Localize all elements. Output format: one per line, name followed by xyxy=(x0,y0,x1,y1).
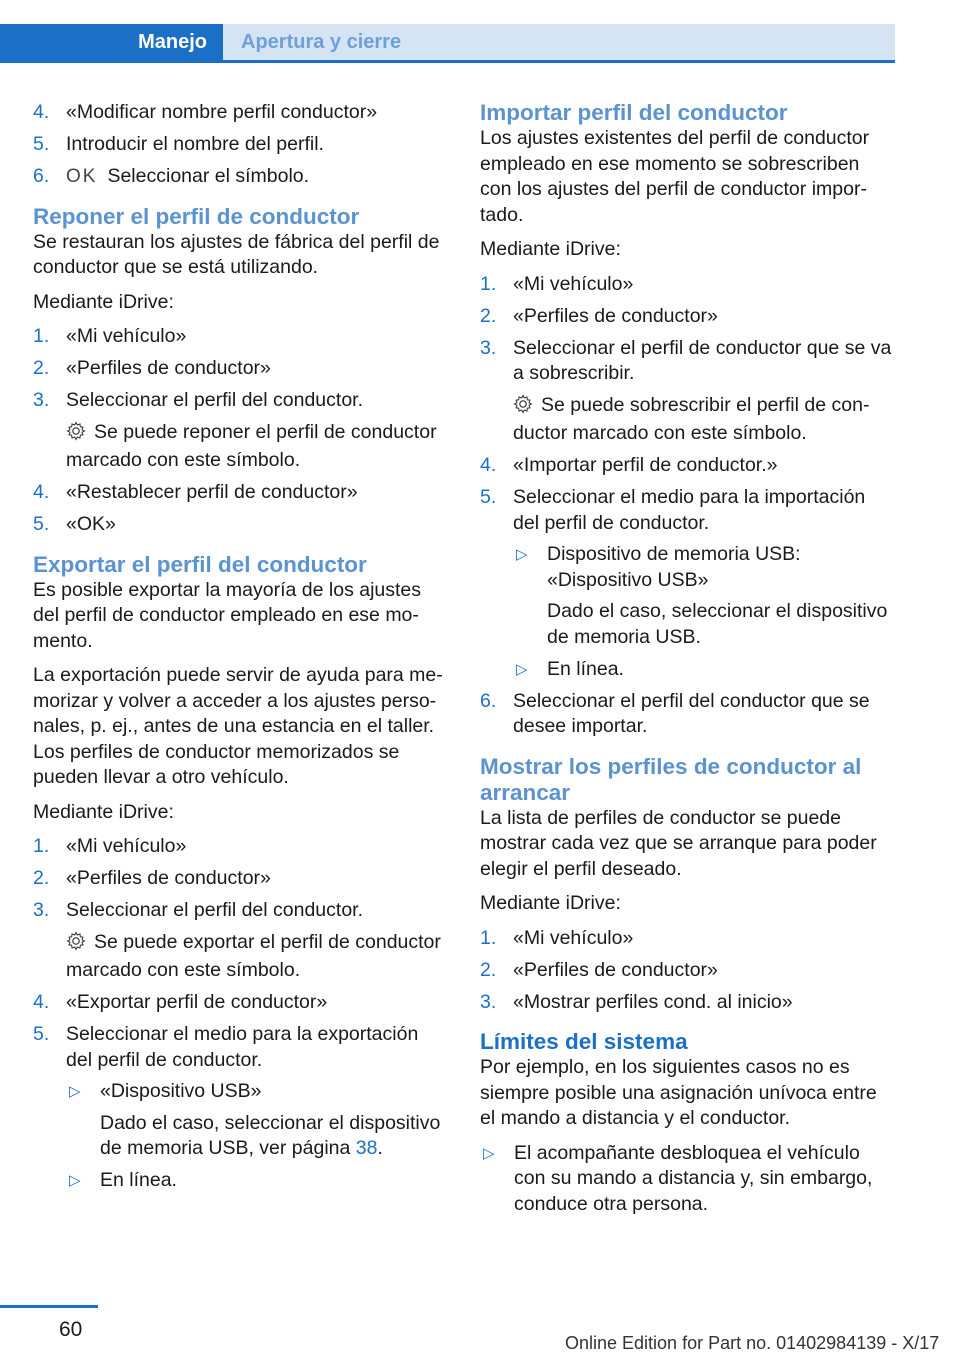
list-item: 6. OK Seleccionar el símbolo. xyxy=(33,164,449,190)
section-title: Límites del sistema xyxy=(480,1029,688,1054)
section-text: Mediante iDrive: xyxy=(480,238,621,260)
bullet-note: Dado el caso, seleccionar el dispositivo de memoria USB, ver página 38. xyxy=(100,1111,441,1159)
list-item: 6. Seleccionar el perfil del conductor que se desee importar. xyxy=(480,689,870,737)
list-item: 4. «Restablecer perfil de conductor» xyxy=(33,481,358,503)
section-text: Mediante iDrive: xyxy=(33,290,174,313)
step-note: Se puede reponer el perfil de conductor marcado con este símbolo. xyxy=(66,420,437,471)
edition-note: Online Edition for Part no. 01402984139 - X/17 xyxy=(565,1333,940,1353)
limits-list xyxy=(480,1141,896,1218)
gear-icon xyxy=(513,394,533,422)
reset-steps xyxy=(33,324,449,538)
right-column xyxy=(480,100,896,1224)
section-text: La lista de perfiles de conductor se puede mostrar cada vez que se arranque para poder elegir el perfil deseado. xyxy=(480,806,877,880)
list-item: 3. Seleccionar el perfil del conductor. Se puede reponer el perfil de conductor marcado con este símbolo. xyxy=(33,388,449,474)
list-item: ▷ En línea. xyxy=(513,657,896,683)
chapter-tabs xyxy=(0,24,895,60)
list-item: ▷ Dispositivo de memoria USB: «Dispositivo USB» Dado el caso, seleccionar el dispositivo de memoria USB. xyxy=(513,542,896,650)
header-rule xyxy=(0,60,895,63)
media-options xyxy=(66,1079,449,1194)
list-item: 2. «Perfiles de conductor» xyxy=(33,357,271,379)
list-item: 5. Seleccionar el medio para la exportación del perfil de conductor. ▷ «Dispositivo USB» Dado el caso, seleccionar el dispositivo de memoria USB, ver página 38. ▷ En línea. xyxy=(33,1022,449,1194)
section-title: Importar perfil del conductor xyxy=(480,100,788,125)
bullet-triangle-icon: ▷ xyxy=(516,546,528,563)
page-number: 60 xyxy=(59,1318,83,1341)
tab-manejo[interactable]: Manejo xyxy=(0,24,223,60)
section-text: Se restauran los ajustes de fábrica del perfil de conductor que se está utilizando. xyxy=(33,230,440,278)
list-item: 2. «Perfiles de conductor» xyxy=(480,958,718,981)
section-title: Reponer el perfil de conductor xyxy=(33,203,360,229)
list-item: 2. «Perfiles de conductor» xyxy=(33,867,271,889)
list-item: 4. «Modificar nombre perfil conductor» xyxy=(33,101,378,123)
gear-icon xyxy=(66,931,86,959)
section-text: Mediante iDrive: xyxy=(33,800,174,823)
import-steps xyxy=(480,272,896,740)
bullet-triangle-icon: ▷ xyxy=(483,1144,495,1162)
section-title: Exportar el perfil del conductor xyxy=(33,551,367,577)
section-title: Mostrar los perfiles de conductor al arrancar xyxy=(480,753,862,805)
page-link[interactable]: 38 xyxy=(355,1137,378,1159)
list-item: 4. «Importar perfil de conductor.» xyxy=(480,454,778,476)
intro-steps xyxy=(33,100,449,190)
footer-rule xyxy=(0,1305,98,1308)
list-item: 5. «OK» xyxy=(33,513,116,535)
section-text: Mediante iDrive: xyxy=(480,892,621,914)
list-item: ▷ El acompañante desbloquea el vehículo con su mando a distancia y, sin embargo, conduce otra persona. xyxy=(483,1141,873,1215)
bullet-triangle-icon: ▷ xyxy=(69,1172,81,1189)
list-item: 1. «Mi vehículo» xyxy=(33,835,187,857)
left-column xyxy=(33,100,449,1208)
bullet-triangle-icon: ▷ xyxy=(516,660,528,678)
list-item: 5. Seleccionar el medio para la importación del perfil de conductor. ▷ Dispositivo de memoria USB: «Dispositivo USB» Dado el caso, seleccionar el dispositivo de memoria USB. ▷ En línea. xyxy=(480,485,896,682)
list-item: 2. «Perfiles de conductor» xyxy=(480,304,718,327)
list-item: 1. «Mi vehículo» xyxy=(480,272,634,295)
list-item: ▷ «Dispositivo USB» Dado el caso, seleccionar el dispositivo de memoria USB, ver página 38. xyxy=(66,1079,449,1162)
step-note: Se puede exportar el perfil de conductor marcado con este símbolo. xyxy=(66,930,441,981)
list-item: 5. Introducir el nombre del perfil. xyxy=(33,133,324,155)
section-text: La exportación puede servir de ayuda para memorizar y volver a acceder a los ajustes personales, p. ej., antes de una estancia en el taller. Los perfiles de conductor memorizados se pueden llevar a otro vehículo. xyxy=(33,664,443,788)
list-item: 3. Seleccionar el perfil de conductor que se va a sobrescribir. Se puede sobrescribir el perfil de conductor marcado con este símbolo. xyxy=(480,336,896,447)
section-text: Los ajustes existentes del perfil de conductor empleado en ese momento se sobrescriben con los ajustes del perfil de conductor importado. xyxy=(480,127,870,226)
list-item: 4. «Exportar perfil de conductor» xyxy=(33,991,328,1013)
media-options xyxy=(513,542,896,682)
section-text: Es posible exportar la mayoría de los ajustes del perfil de conductor empleado en ese momento. xyxy=(33,578,422,652)
list-item: ▷ En línea. xyxy=(66,1168,449,1194)
list-item: 3. Seleccionar el perfil del conductor. Se puede exportar el perfil de conductor marcado con este símbolo. xyxy=(33,898,449,984)
export-steps xyxy=(33,834,449,1194)
gear-icon xyxy=(66,421,86,449)
list-item: 3. «Mostrar perfiles cond. al inicio» xyxy=(480,990,793,1013)
show-steps xyxy=(480,926,896,1016)
ok-symbol-icon: OK xyxy=(66,166,98,187)
step-note: Se puede sobrescribir el perfil de conductor marcado con este símbolo. xyxy=(513,393,870,444)
bullet-triangle-icon: ▷ xyxy=(69,1083,81,1100)
tab-apertura-y-cierre[interactable]: Apertura y cierre xyxy=(223,24,895,60)
section-text: Por ejemplo, en los siguientes casos no es siempre posible una asignación unívoca entre el mando a distancia y el conductor. xyxy=(480,1056,877,1129)
bullet-note: Dado el caso, seleccionar el dispositivo de memoria USB. xyxy=(547,600,888,648)
list-item: 1. «Mi vehículo» xyxy=(33,325,187,347)
list-item: 1. «Mi vehículo» xyxy=(480,926,634,949)
